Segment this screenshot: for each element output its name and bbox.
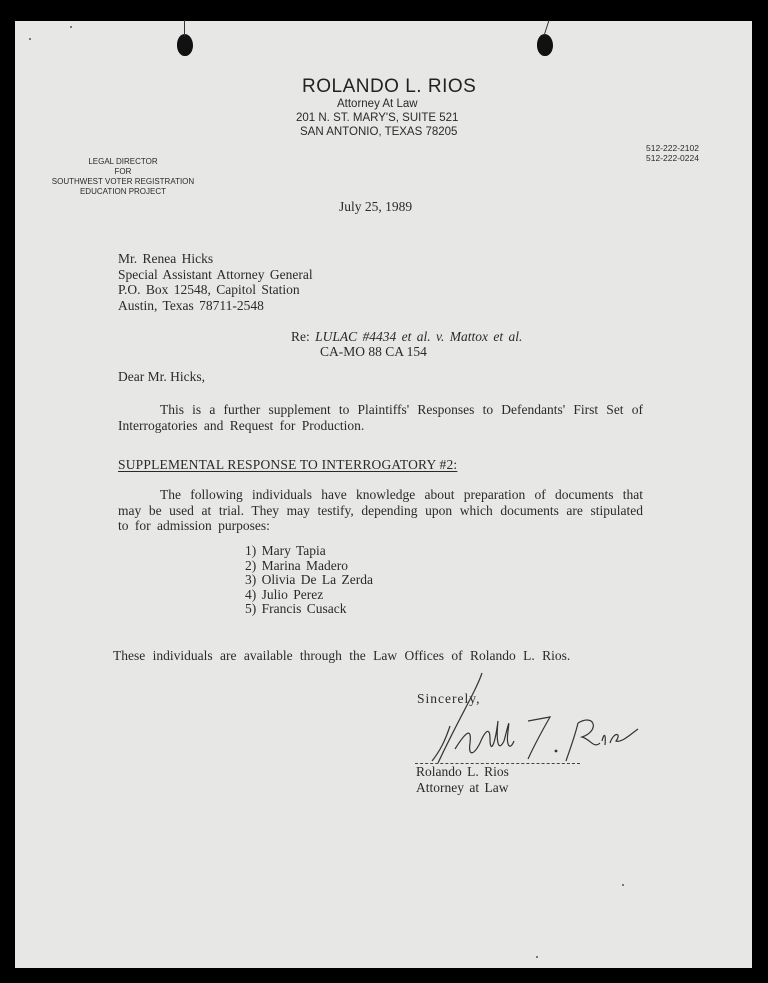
phone-block bbox=[646, 143, 699, 163]
section-heading: SUPPLEMENTAL RESPONSE TO INTERROGATORY #2: bbox=[118, 457, 458, 472]
letter-page bbox=[15, 21, 752, 968]
list-item: 4) Julio Perez bbox=[245, 586, 324, 602]
phone-number: 512-222-2102 bbox=[646, 143, 699, 153]
legal-director-line: SOUTHWEST VOTER REGISTRATION bbox=[51, 177, 195, 186]
legal-director-line: LEGAL DIRECTOR bbox=[88, 157, 158, 166]
punch-hole-left bbox=[177, 34, 193, 56]
re-case-number: CA-MO 88 CA 154 bbox=[320, 344, 427, 359]
intro-paragraph bbox=[118, 402, 643, 433]
paper-speck bbox=[29, 38, 31, 40]
signer-title: Attorney at Law bbox=[416, 779, 509, 795]
closing-paragraph: These individuals are available through the Law Offices of Rolando L. Rios. bbox=[113, 648, 571, 663]
recipient-address1: P.O. Box 12548, Capitol Station bbox=[118, 282, 300, 297]
list-item: 1) Mary Tapia bbox=[245, 543, 326, 558]
re-label: Re: bbox=[291, 329, 310, 344]
recipient-address2: Austin, Texas 78711-2548 bbox=[118, 297, 264, 313]
re-case-title: LULAC #4434 et al. v. Mattox et al. bbox=[315, 329, 523, 344]
list-item: 2) Marina Madero bbox=[245, 557, 348, 573]
letter-date: July 25, 1989 bbox=[339, 199, 413, 214]
closing: Sincerely, bbox=[417, 691, 481, 706]
phone-number: 512-222-0224 bbox=[646, 153, 699, 163]
legal-director-line: EDUCATION PROJECT bbox=[79, 187, 167, 196]
individuals-list bbox=[245, 544, 373, 617]
handwritten-signature bbox=[410, 671, 640, 766]
recipient-title: Special Assistant Attorney General bbox=[118, 266, 313, 282]
letterhead-address-line1: 201 N. ST. MARY'S, SUITE 521 bbox=[296, 112, 459, 124]
intro-paragraph-text: This is a further supplement to Plaintiffs' Responses to Defendants' First Set of Interrogatories and Request for Production. bbox=[118, 402, 643, 433]
section-paragraph-text: The following individuals have knowledge about preparation of documents that may be used at trial. They may testify, depending upon which documents are stipulated to for admission purposes: bbox=[118, 487, 643, 533]
section-paragraph bbox=[118, 487, 643, 534]
legal-director-line: FOR bbox=[114, 167, 132, 176]
paper-speck bbox=[622, 884, 624, 886]
list-item: 3) Olivia De La Zerda bbox=[245, 572, 373, 588]
punch-hole-right bbox=[537, 34, 553, 56]
list-item: 5) Francis Cusack bbox=[245, 601, 347, 617]
re-line bbox=[291, 329, 522, 345]
signer-block bbox=[416, 764, 509, 795]
recipient-block bbox=[118, 251, 313, 313]
signer-name: Rolando L. Rios bbox=[416, 764, 509, 779]
letterhead-name: ROLANDO L. RIOS bbox=[302, 76, 477, 97]
letterhead-title: Attorney At Law bbox=[337, 98, 418, 110]
legal-director-block bbox=[48, 157, 198, 197]
letterhead-address-line2: SAN ANTONIO, TEXAS 78205 bbox=[300, 126, 458, 138]
salutation: Dear Mr. Hicks, bbox=[118, 369, 205, 384]
paper-speck bbox=[536, 956, 538, 958]
paper-speck bbox=[70, 26, 72, 28]
recipient-name: Mr. Renea Hicks bbox=[118, 251, 214, 266]
